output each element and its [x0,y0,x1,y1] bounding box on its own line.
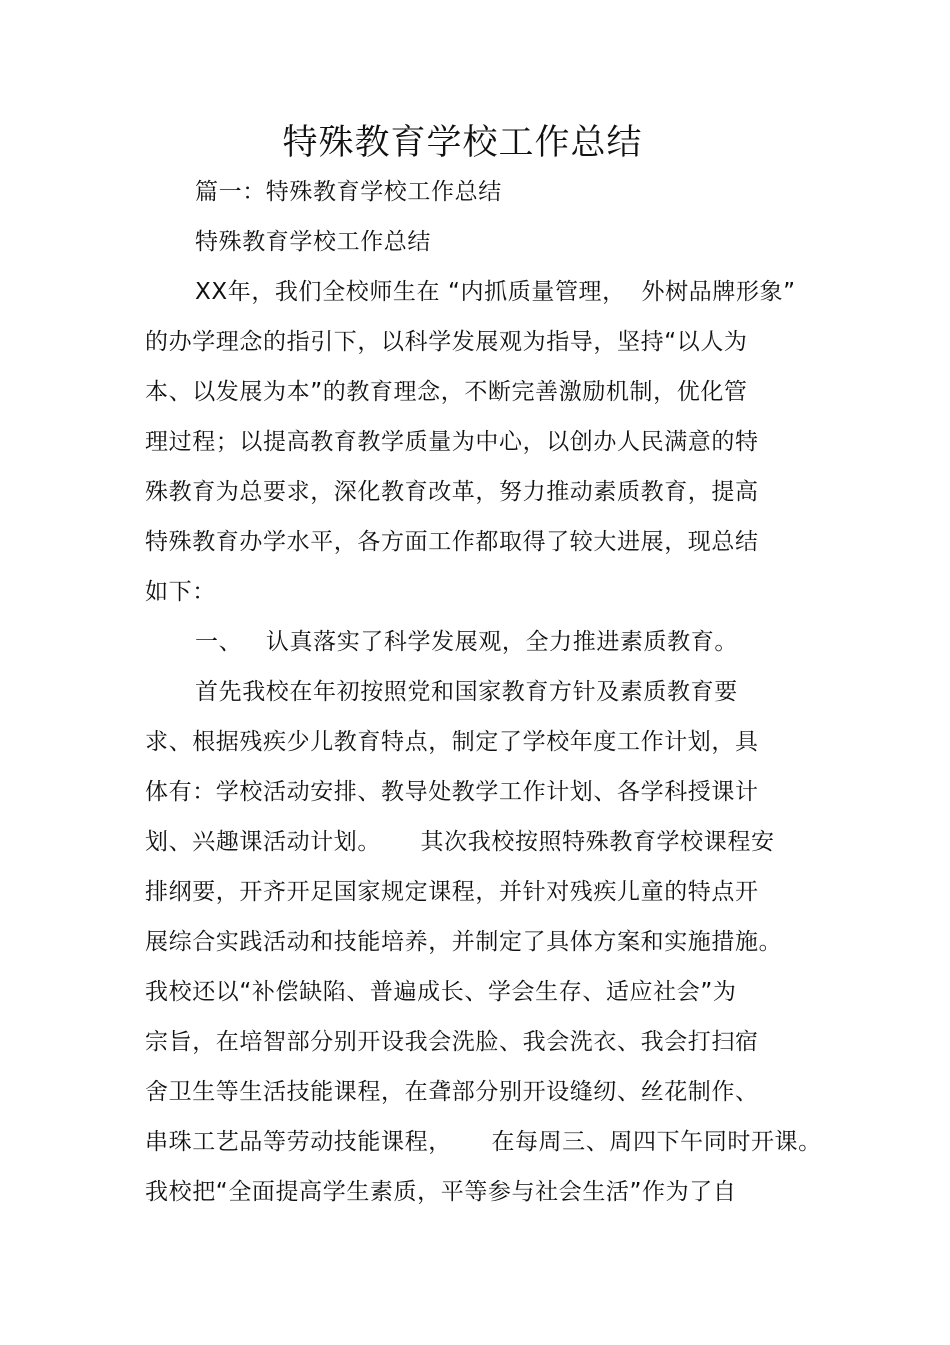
paragraph-line: 串珠工艺品等劳动技能课程， 在每周三、周四下午同时开课。 [145,1129,822,1155]
paragraph-line: 如下： [145,579,216,605]
paragraph-line: 舍卫生等生活技能课程，在聋部分别开设缝纫、丝花制作、 [145,1079,759,1105]
paragraph-line: 宗旨，在培智部分别开设我会洗脸、我会洗衣、我会打扫宿 [145,1029,759,1055]
document-title: 特殊教育学校工作总结 [282,123,643,163]
paragraph-line: 展综合实践活动和技能培养，并制定了具体方案和实施措施。 [145,929,783,955]
paragraph-line: 理过程；以提高教育教学质量为中心，以创办人民满意的特 [145,429,759,455]
paragraph-line: 殊教育为总要求，深化教育改革，努力推动素质教育，提高 [145,479,759,505]
subtitle-line: 特殊教育学校工作总结 [195,229,431,255]
section-heading: 篇一：特殊教育学校工作总结 [195,179,502,205]
paragraph-line: XX年，我们全校师生在 “内抓质量管理， 外树品牌形象” [195,279,796,305]
paragraph-line: 特殊教育办学水平，各方面工作都取得了较大进展，现总结 [145,529,759,555]
paragraph-line: 本、以发展为本”的教育理念，不断完善激励机制，优化管 [145,379,748,405]
paragraph-line: 的办学理念的指引下，以科学发展观为指导，坚持“以人为 [145,329,748,355]
paragraph-line: 求、根据残疾少儿教育特点，制定了学校年度工作计划，具 [145,729,759,755]
paragraph-line: 我校还以“补偿缺陷、普遍成长、学会生存、适应社会”为 [145,979,737,1005]
section-heading: 一、 认真落实了科学发展观，全力推进素质教育。 [195,629,738,655]
paragraph-line: 划、兴趣课活动计划。 其次我校按照特殊教育学校课程安 [145,829,775,855]
paragraph-line: 体有：学校活动安排、教导处教学工作计划、各学科授课计 [145,779,759,805]
paragraph-line: 我校把“全面提高学生素质，平等参与社会生活”作为了自 [145,1179,737,1205]
paragraph-line: 首先我校在年初按照党和国家教育方针及素质教育要 [195,679,738,705]
paragraph-line: 排纲要，开齐开足国家规定课程，并针对残疾儿童的特点开 [145,879,759,905]
